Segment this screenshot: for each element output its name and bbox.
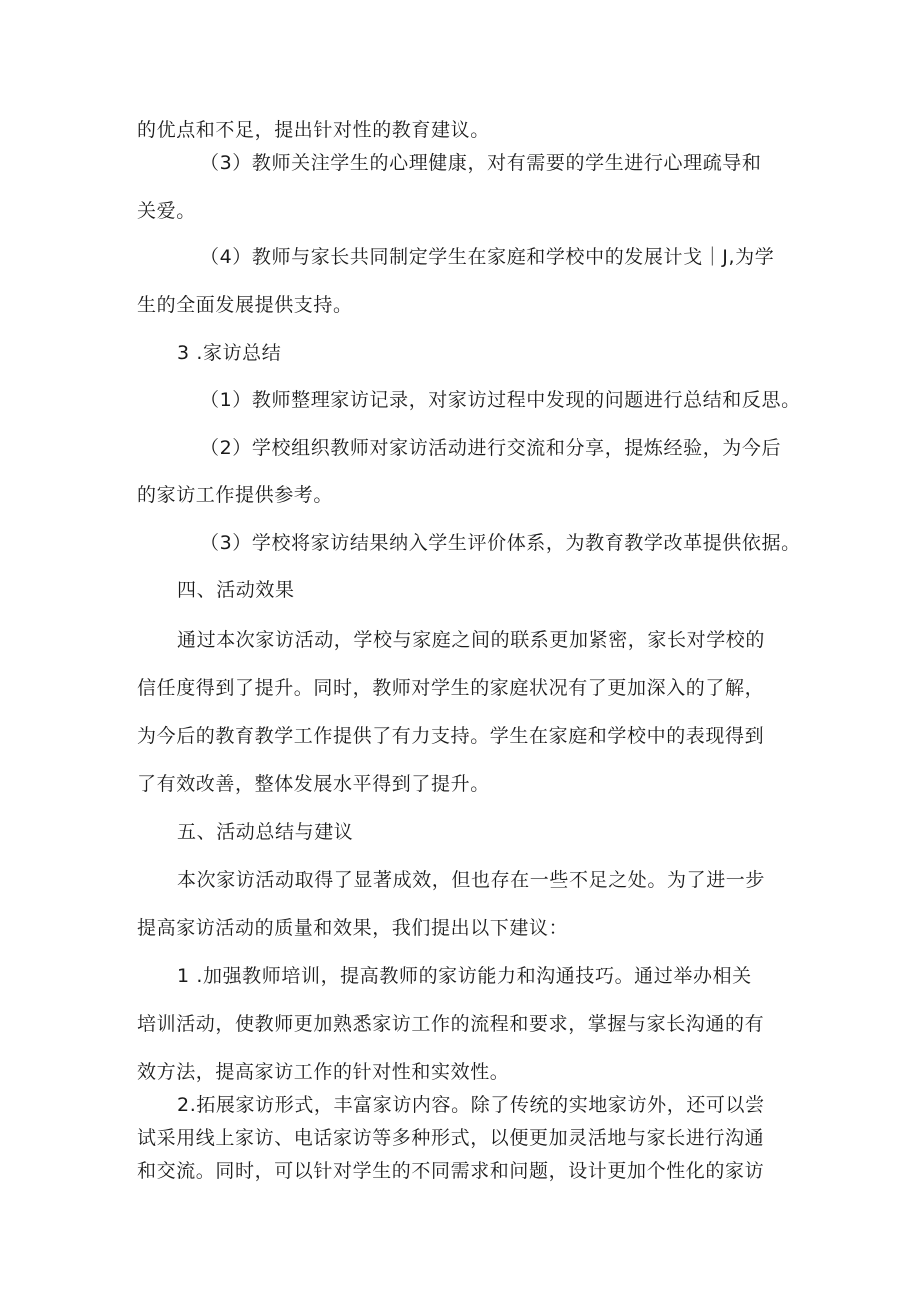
section-heading: 四、活动效果 (177, 579, 295, 601)
text-line: 为今后的教育教学工作提供了有力支持。学生在家庭和学校中的表现得到 (137, 725, 765, 747)
text-line: （3）学校将家访结果纳入学生评价体系，为教育教学改革提供依据。 (200, 532, 801, 554)
text-line: 试采用线上家访、电话家访等多种形式，以便更加灵活地与家长进行沟通 (137, 1127, 765, 1149)
text-line: 的优点和不足，提出针对性的教育建议。 (137, 119, 490, 141)
section-heading: 五、活动总结与建议 (177, 821, 354, 843)
text-line: 信任度得到了提升。同时，教师对学生的家庭状况有了更加深入的了解， (137, 677, 765, 699)
text-line: 1 .加强教师培训，提高教师的家访能力和沟通技巧。通过举办相关 (177, 965, 752, 987)
text-line: 和交流。同时，可以针对学生的不同需求和问题，设计更加个性化的家访 (137, 1160, 765, 1182)
text-line: 效方法，提高家访工作的针对性和实效性。 (137, 1061, 510, 1083)
text-line: 了有效改善，整体发展水平得到了提升。 (137, 773, 490, 795)
text-line: （1）教师整理家访记录，对家访过程中发现的问题进行总结和反思。 (200, 389, 801, 411)
text-line: 的家访工作提供参考。 (137, 484, 334, 506)
text-line: 本次家访活动取得了显著成效，但也存在一些不足之处。为了进一步 (177, 869, 766, 891)
text-line: 关爱。 (137, 200, 196, 222)
text-line: 生的全面发展提供支持。 (137, 294, 353, 316)
text-line: 提高家访活动的质量和效果，我们提出以下建议： (137, 917, 569, 939)
text-line: （3）教师关注学生的心理健康，对有需要的学生进行心理疏导和 (200, 152, 762, 174)
text-line: 培训活动，使教师更加熟悉家访工作的流程和要求，掌握与家长沟通的有 (137, 1013, 765, 1035)
text-line: 2.拓展家访形式，丰富家访内容。除了传统的实地家访外，还可以尝 (177, 1094, 765, 1116)
section-heading: 3 .家访总结 (177, 342, 282, 364)
text-line: （2）学校组织教师对家访活动进行交流和分享，提炼经验，为今后 (200, 437, 782, 459)
text-line: （4）教师与家长共同制定学生在家庭和学校中的发展计戈｜J,为学 (200, 246, 775, 268)
text-line: 通过本次家访活动，学校与家庭之间的联系更加紧密，家长对学校的 (177, 629, 766, 651)
